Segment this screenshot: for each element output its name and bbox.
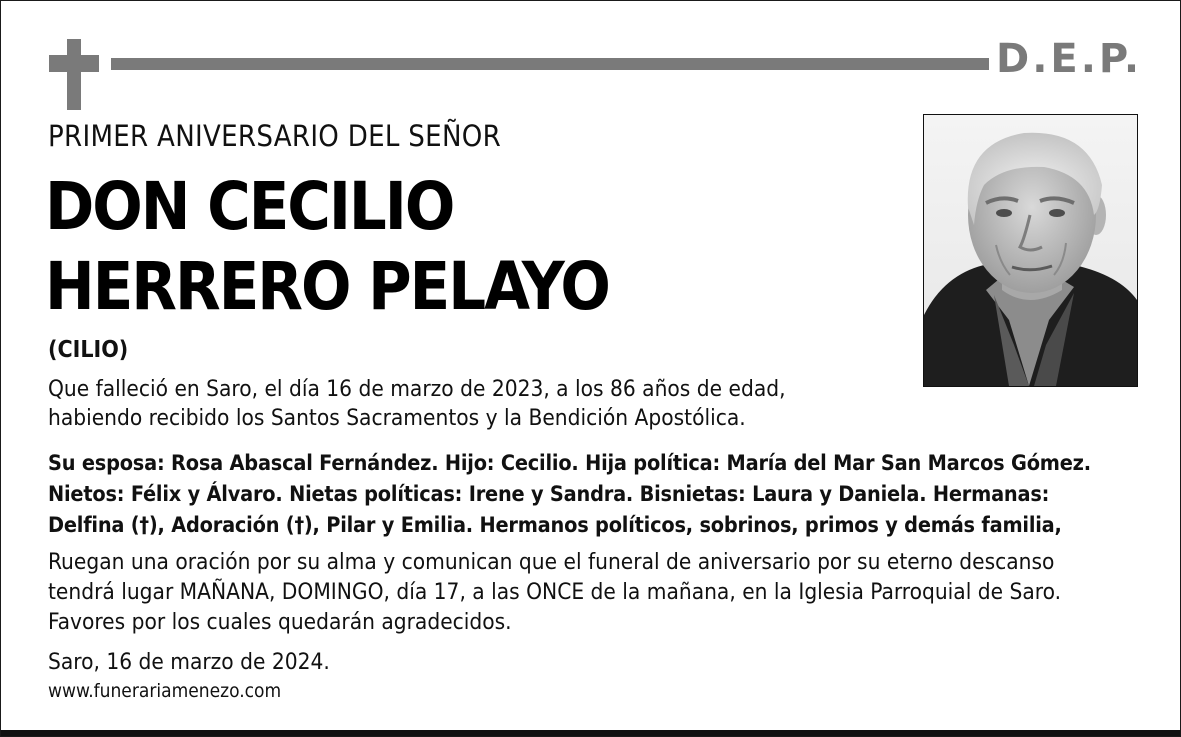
deceased-name-line-1: DON CECILIO: [45, 168, 454, 245]
header-rule: [111, 58, 989, 70]
deceased-name: [45, 167, 609, 327]
cross-icon-arm: [49, 55, 99, 72]
death-notice: [48, 375, 908, 433]
deceased-name-line-2: HERRERO PELAYO: [45, 248, 609, 325]
nickname: (CILIO): [48, 337, 129, 363]
family-line: Su esposa: Rosa Abascal Fernández. Hijo: Cecilio. Hija política: María del Mar San Marcos Gómez.: [48, 451, 1091, 476]
family-line: Delfina (†), Adoración (†), Pilar y Emilia. Hermanos políticos, sobrinos, primos y demás familia,: [48, 513, 1062, 538]
dep-badge: D.E.P.: [996, 36, 1143, 82]
website-link[interactable]: www.funerariamenezo.com: [48, 680, 282, 702]
bottom-border: [1, 730, 1180, 736]
cross-icon: [67, 39, 81, 110]
funeral-announcement: [48, 547, 1158, 637]
portrait-illustration: [924, 115, 1137, 386]
funeral-line: Favores por los cuales quedarán agradecidos.: [48, 609, 512, 635]
death-notice-line: Que falleció en Saro, el día 16 de marzo de 2023, a los 86 años de edad,: [48, 376, 786, 402]
funeral-line: tendrá lugar MAÑANA, DOMINGO, día 17, a las ONCE de la mañana, en la Iglesia Parroquial de Saro.: [48, 579, 1061, 605]
family-line: Nietos: Félix y Álvaro. Nietas políticas: Irene y Sandra. Bisnietas: Laura y Daniela. Hermanas:: [48, 482, 1050, 507]
place-date: Saro, 16 de marzo de 2024.: [48, 649, 330, 675]
funeral-line: Ruegan una oración por su alma y comunican que el funeral de aniversario por su eterno descanso: [48, 549, 1055, 575]
death-notice-line: habiendo recibido los Santos Sacramentos y la Bendición Apostólica.: [48, 405, 746, 431]
intro-line: PRIMER ANIVERSARIO DEL SEÑOR: [48, 119, 502, 153]
portrait-photo: [923, 114, 1138, 387]
family-list: [48, 448, 1148, 541]
